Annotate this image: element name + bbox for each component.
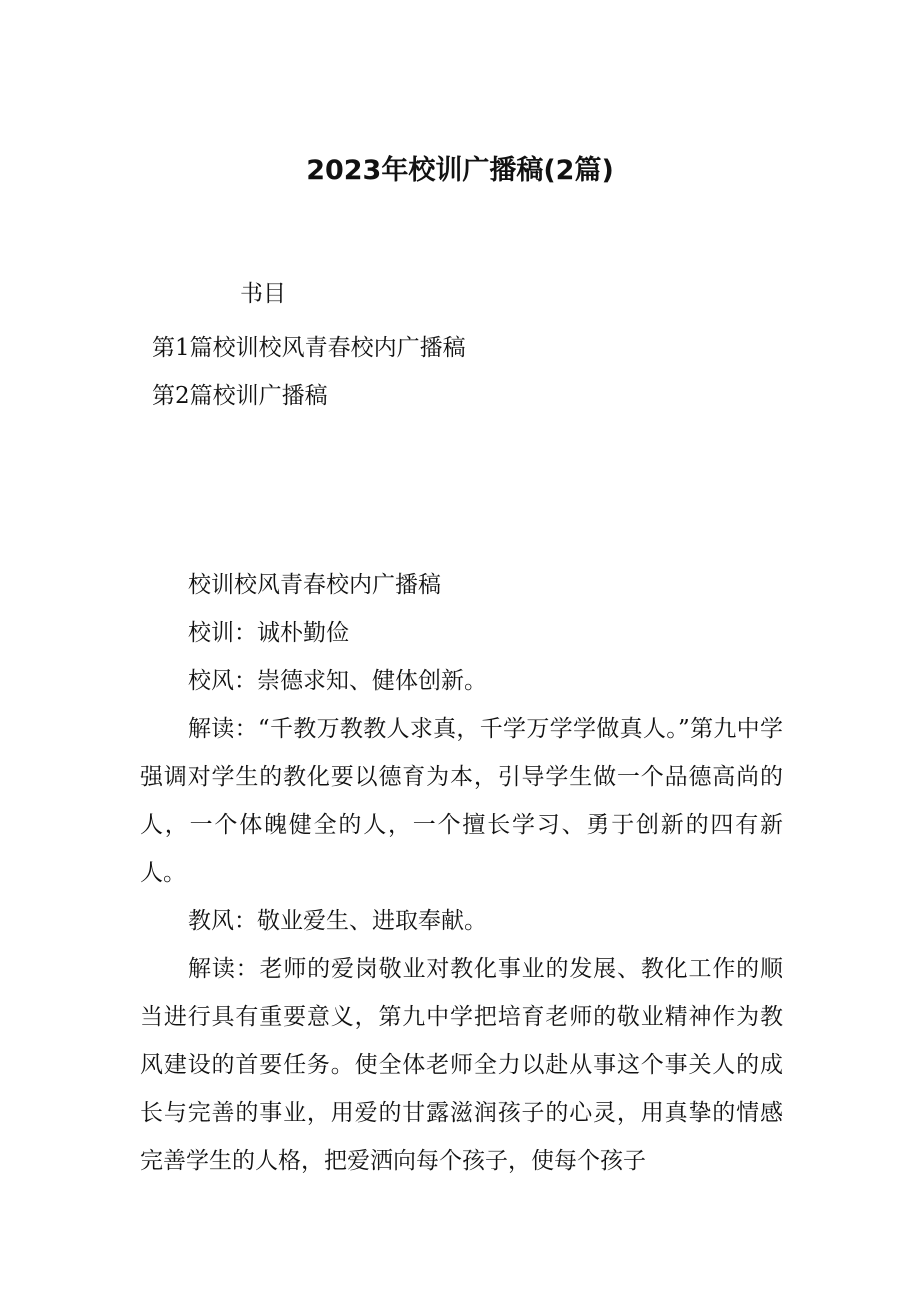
paragraph-teaching-style: 教风：敬业爱生、进取奉献。 bbox=[188, 908, 487, 934]
toc-item: 第1篇校训校风青春校内广播稿 bbox=[152, 335, 466, 361]
paragraph-school-spirit: 校风：崇德求知、健体创新。 bbox=[188, 668, 487, 694]
table-of-contents bbox=[152, 324, 466, 420]
toc-heading: 书目 bbox=[240, 281, 286, 307]
paragraph-motto: 校训：诚朴勤俭 bbox=[188, 620, 349, 646]
paragraph-interpretation: 解读：“千教万教教人求真，千学万学学做真人。”第九中学强调对学生的教化要以德育为本，引导学生做一个品德高尚的人，一个体魄健全的人，一个擅长学习、勇于创新的四有新人。 bbox=[140, 716, 783, 886]
paragraph-interpretation: 解读：老师的爱岗敬业对教化事业的发展、教化工作的顺当进行具有重要意义，第九中学把培育老师的敬业精神作为教风建设的首要任务。使全体老师全力以赴从事这个事关人的成长与完善的事业，用爱的甘露滋润孩子的心灵，用真挚的情感完善学生的人格，把爱洒向每个孩子，使每个孩子 bbox=[140, 956, 783, 1174]
document-title: 2023年校训广播稿(2篇) bbox=[306, 155, 614, 186]
toc-item: 第2篇校训广播稿 bbox=[152, 383, 328, 409]
article-body bbox=[140, 561, 783, 1185]
article-heading: 校训校风青春校内广播稿 bbox=[188, 572, 441, 598]
